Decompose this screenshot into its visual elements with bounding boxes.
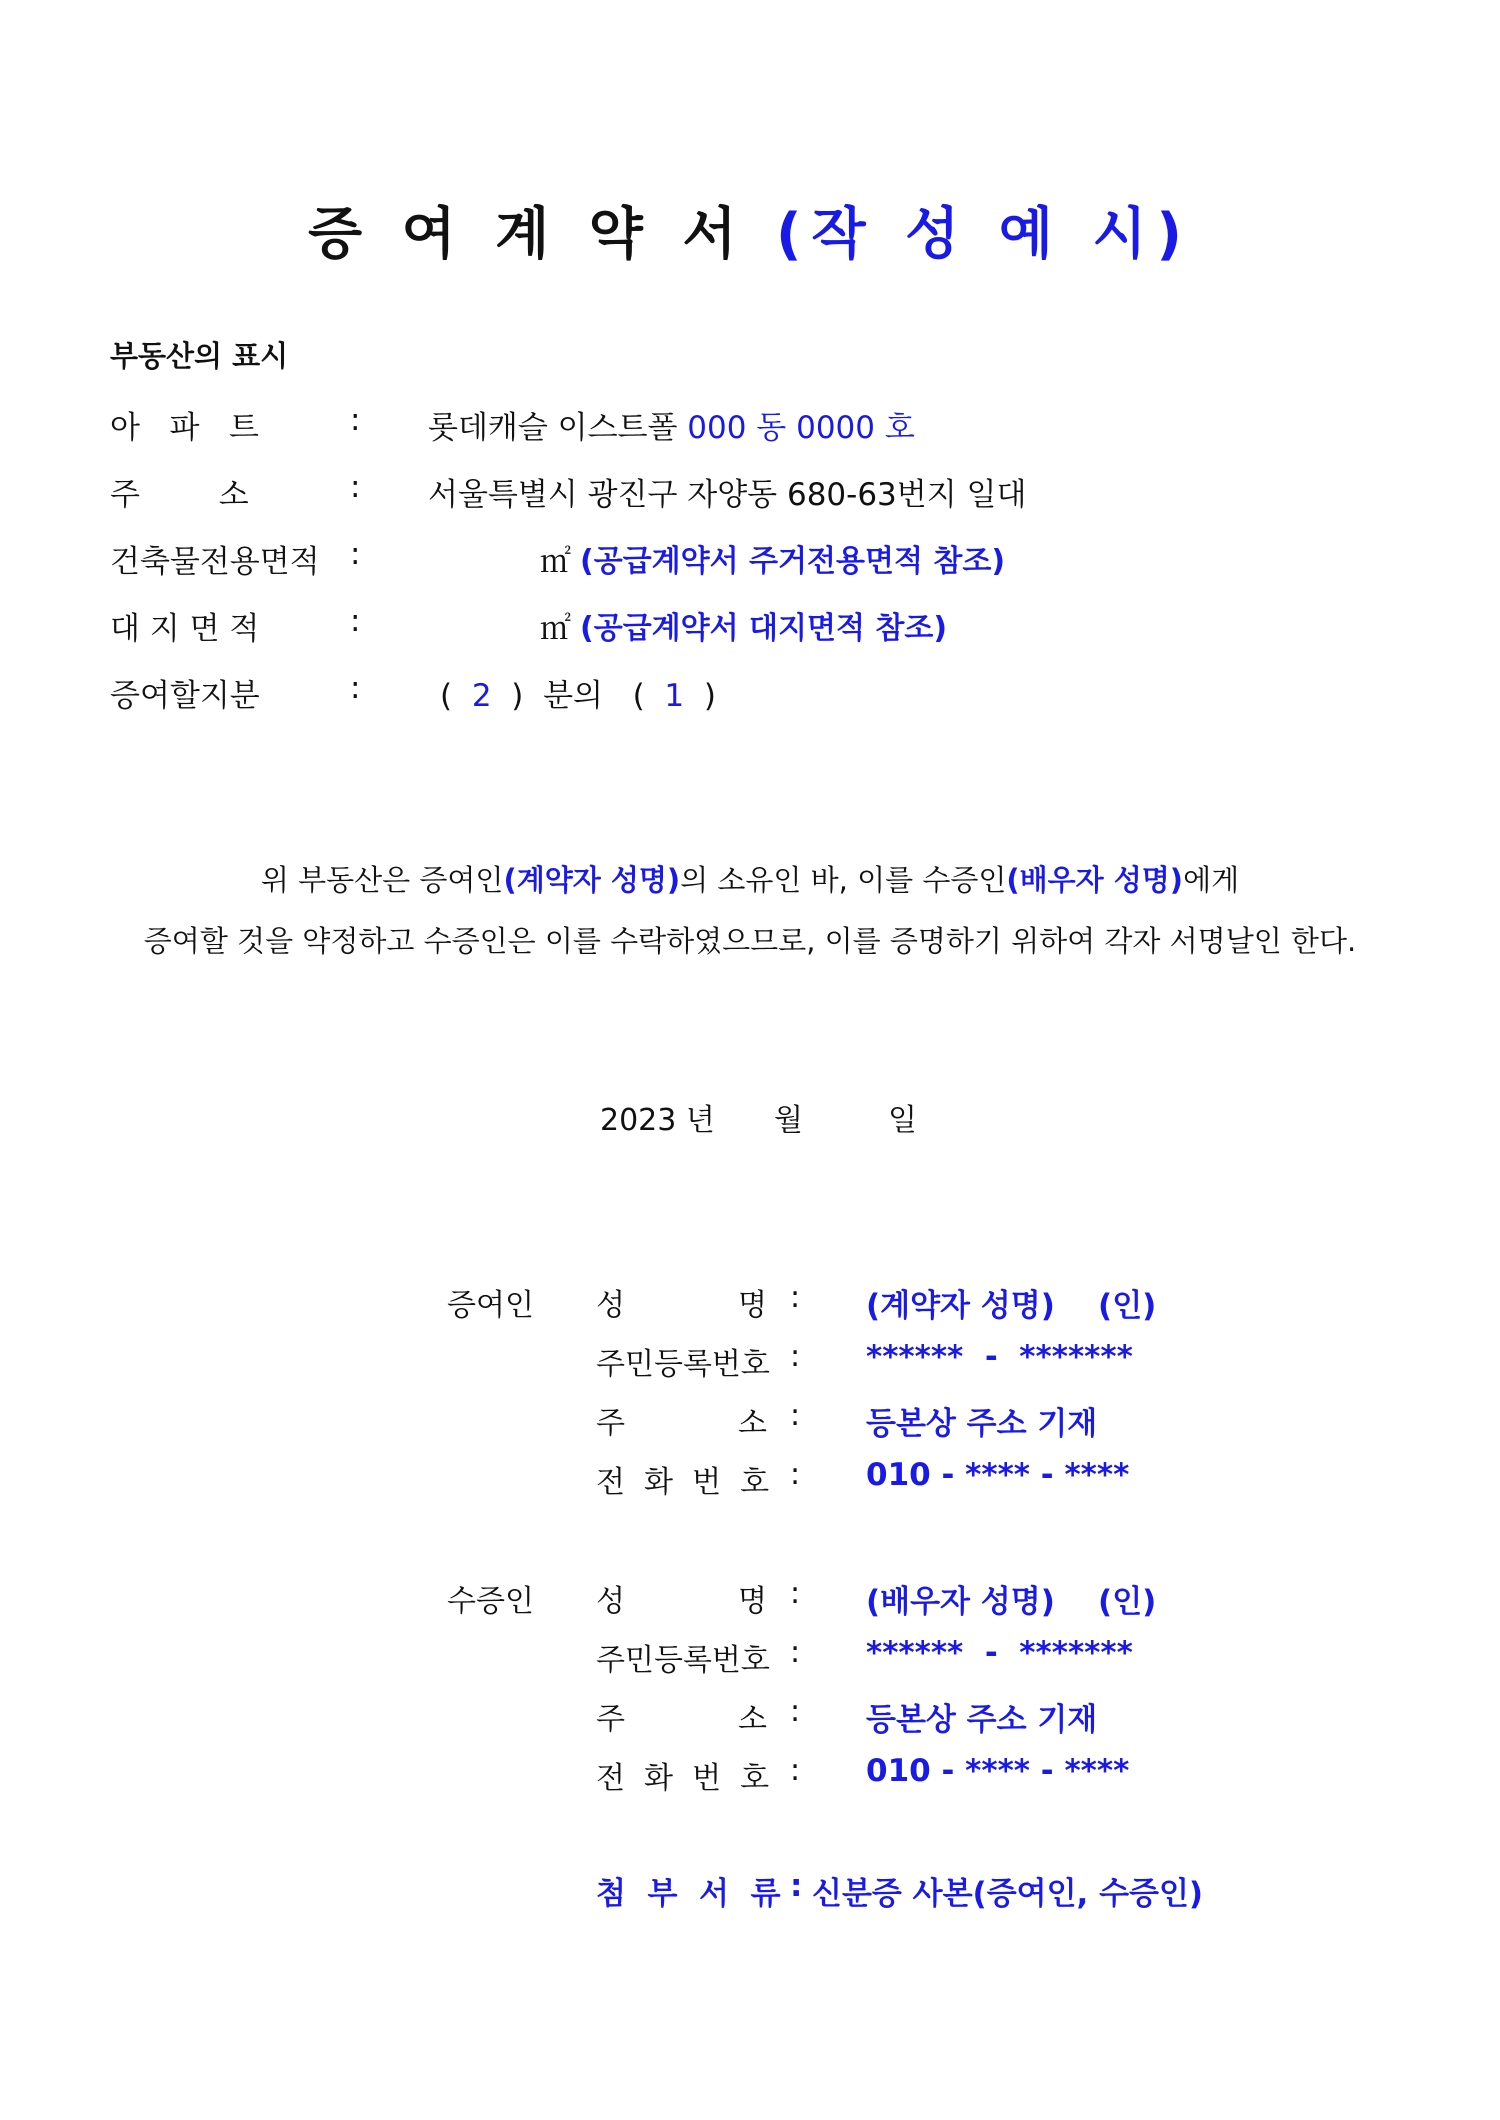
donor-id-label: 주민등록번호 bbox=[596, 1347, 770, 1382]
donee-name-label-2: 명 bbox=[738, 1584, 767, 1619]
donee-name-label-1: 성 bbox=[596, 1584, 625, 1619]
share-numerator: 1 bbox=[664, 678, 685, 714]
donor-name-label-1: 성 bbox=[596, 1288, 625, 1323]
date-day: 일 bbox=[888, 1103, 917, 1138]
donee-phone-value: 010 - **** - **** bbox=[866, 1753, 1130, 1789]
date-year: 2023 년 bbox=[600, 1103, 715, 1138]
donee-address-colon: : bbox=[790, 1694, 801, 1729]
statement-donee-placeholder: (배우자 성명) bbox=[1006, 863, 1184, 897]
donor-role: 증여인 bbox=[447, 1288, 534, 1323]
apartment-value bbox=[428, 402, 915, 447]
property-heading: 부동산의 표시 bbox=[110, 339, 289, 373]
share-open-1: ( bbox=[440, 678, 453, 714]
statement-donor-placeholder: (계약자 성명) bbox=[503, 863, 681, 897]
building-area-label: 건축물전용면적 bbox=[110, 544, 320, 580]
donor-id-value: ****** - ******* bbox=[866, 1339, 1133, 1375]
share-value bbox=[440, 670, 716, 715]
donor-id-colon: : bbox=[790, 1339, 801, 1374]
apartment-label: 아 파 트 bbox=[110, 410, 259, 446]
building-area-unit: ㎡ bbox=[540, 544, 571, 580]
apartment-unit: 000 동 0000 호 bbox=[687, 410, 915, 446]
donor-name-label-2: 명 bbox=[738, 1288, 767, 1323]
land-area-unit: ㎡ bbox=[540, 611, 571, 647]
share-label: 증여할지분 bbox=[110, 678, 260, 714]
date-month: 월 bbox=[774, 1103, 803, 1138]
donor-address-colon: : bbox=[790, 1398, 801, 1433]
share-colon: : bbox=[350, 670, 361, 706]
address-label: 주 소 bbox=[110, 477, 249, 513]
donee-address-value: 등본상 주소 기재 bbox=[866, 1702, 1098, 1738]
apartment-colon: : bbox=[350, 402, 361, 438]
donor-phone-colon: : bbox=[790, 1457, 801, 1492]
donee-id-label: 주민등록번호 bbox=[596, 1643, 770, 1678]
statement-text-b: 의 소유인 바, 이를 수증인 bbox=[680, 863, 1007, 897]
land-area-note: (공급계약서 대지면적 참조) bbox=[580, 611, 948, 646]
share-close-1: ) bbox=[511, 678, 524, 714]
building-area-note: (공급계약서 주거전용면적 참조) bbox=[580, 544, 1006, 579]
attachments-colon: : bbox=[790, 1868, 803, 1904]
donor-name-value: (계약자 성명) (인) bbox=[866, 1288, 1157, 1324]
land-area-label: 대 지 면 적 bbox=[110, 611, 260, 647]
donee-phone-colon: : bbox=[790, 1753, 801, 1788]
attachments-value: 신분증 사본(증여인, 수증인) bbox=[812, 1876, 1204, 1912]
title-example-tag: (작 성 예 시) bbox=[775, 202, 1193, 267]
land-area-colon: : bbox=[350, 603, 361, 639]
donee-address-label-2: 소 bbox=[738, 1702, 767, 1737]
donee-name-colon: : bbox=[790, 1576, 801, 1611]
donee-address-label-1: 주 bbox=[596, 1702, 625, 1737]
share-denominator: 2 bbox=[471, 678, 492, 714]
document-title bbox=[0, 190, 1500, 270]
address-value: 서울특별시 광진구 자양동 680-63번지 일대 bbox=[428, 477, 1027, 513]
donor-name-colon: : bbox=[790, 1280, 801, 1315]
share-open-2: ( bbox=[632, 678, 645, 714]
title-main: 증 여 계 약 서 bbox=[307, 202, 747, 267]
donor-address-value: 등본상 주소 기재 bbox=[866, 1406, 1098, 1442]
donor-address-label-1: 주 bbox=[596, 1406, 625, 1441]
statement-line-1 bbox=[0, 858, 1500, 899]
donor-phone-label: 전 화 번 호 bbox=[596, 1465, 770, 1500]
donor-phone-value: 010 - **** - **** bbox=[866, 1457, 1130, 1493]
share-middle: 분의 bbox=[543, 678, 604, 714]
apartment-name: 롯데캐슬 이스트폴 bbox=[428, 410, 678, 446]
donee-phone-label: 전 화 번 호 bbox=[596, 1761, 770, 1796]
statement-text-a: 위 부동산은 증여인 bbox=[260, 863, 504, 897]
donor-address-label-2: 소 bbox=[738, 1406, 767, 1441]
donee-id-value: ****** - ******* bbox=[866, 1635, 1133, 1671]
building-area-colon: : bbox=[350, 536, 361, 572]
donee-name-value: (배우자 성명) (인) bbox=[866, 1584, 1157, 1620]
donee-id-colon: : bbox=[790, 1635, 801, 1670]
statement-text-c: 에게 bbox=[1183, 863, 1240, 897]
donee-role: 수증인 bbox=[447, 1584, 534, 1619]
statement-line-2: 증여할 것을 약정하고 수증인은 이를 수락하였으므로, 이를 증명하기 위하여 각자 서명날인 한다. bbox=[143, 924, 1357, 958]
attachments-label: 첨 부 서 류 bbox=[596, 1876, 781, 1912]
address-colon: : bbox=[350, 469, 361, 505]
share-close-2: ) bbox=[703, 678, 716, 714]
